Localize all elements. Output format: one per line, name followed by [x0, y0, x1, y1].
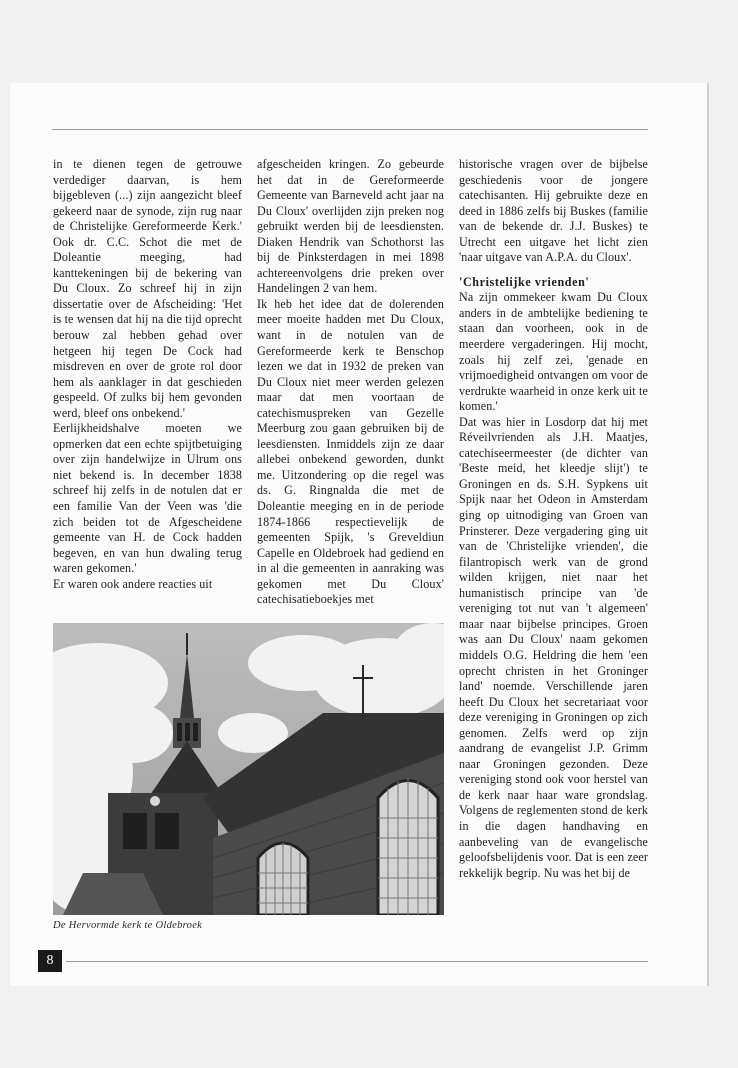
text-column-2: [257, 157, 444, 608]
paragraph: historische vragen over de bijbelse geschiedenis voor de jongere catechisanten. Hij gebruikte deze en deed in 1886 zelfs bij Buskes (familie van de bekende dr. J.J. Buskes) te Utrecht een uitgave het licht zien 'naar uitgave van A.P.A. du Cloux'.: [459, 157, 648, 265]
bottom-rule: [66, 961, 648, 962]
section-heading: 'Christelijke vrienden': [459, 274, 590, 289]
page-edge: [707, 83, 709, 986]
paragraph: Er waren ook andere reacties uit: [53, 576, 213, 591]
paragraph: Eerlijkheidshalve moeten we opmerken dat een echte spijtbetuiging over zijn handelwijze in Ulrum ons niet bekend is. In december 1838 schreef hij zelfs in de notulen dat er een familie Van der Veen was 'die zich beiden tot de Afgescheidene gemeente van H. de Cock hadden begeven, en van hun dwaling terug waren gekomen.': [53, 421, 242, 576]
top-rule: [52, 129, 648, 130]
text-column-3: [459, 157, 648, 881]
paragraph: Ik heb het idee dat de dolerenden meer moeite hadden met Du Cloux, want in de notulen van de Gereformeerde kerk te Benschop lezen we dat in 1932 de preken van Du Cloux niet meer werden gelezen maar dat men voortaan de catechismuspreken van Gezelle Meerburg zou gaan gebruiken bij de leesdiensten. Inmiddels zijn ze daar allebei onbekend geworden, dunkt me. Uitzondering op die regel was ds. G. Ringnalda die met de Doleantie meeging en in de periode 1874-1866 respectievelijk de gemeenten Spijk, 's Greveldiun Capelle en Oldebroek had gediend en in al die gemeenten in aanraking was gekomen met Du Cloux' catechisatieboekjes met: [257, 296, 444, 607]
photo-caption: De Hervormde kerk te Oldebroek: [53, 920, 203, 931]
page-number: 8: [38, 950, 62, 972]
paragraph: Na zijn ommekeer kwam Du Cloux anders in de ambtelijke bediening te staan dan voorheen, ook in de meerdere vergaderingen. Hij mocht, zoals hij zelf zei, 'genade en vrijmoedigheid ontvangen om voor de verdrukte waarheid in onze kerk uit te komen.': [459, 290, 648, 414]
paragraph: in te dienen tegen de getrouwe verdediger daarvan, is hem bijgebleven (...) zijn aangezicht bleef gekeerd naar de synode, zijn rug naar de Christelijke Gereformeerde Kerk.' Ook dr. C.C. Schot die met de Doleantie meeging, had kanttekeningen bij de bekering van Du Cloux. Zo schreef hij in zijn dissertatie over de Afscheiding: 'Het is te wensen dat hij na die tijd oprecht berouw zal hebben gehad over hetgeen hij tegen De Cock had misdreven en over de grote rol door hem als aanklager in dat geschieden gespeeld. Of zulks bij hem gevonden werd, bleef ons onbekend.': [53, 157, 242, 420]
text-column-1: [53, 157, 242, 592]
paragraph: afgescheiden kringen. Zo gebeurde het dat in de Gereformeerde Gemeente van Barneveld acht jaar na Du Cloux' overlijden zijn preken nog gebruikt werden bij de leesdiensten. Diaken Hendrik van Schothorst las bij de Pinksterdagen in mei 1898 achtereenvolgens drie preken over Handelingen 2 van hem.: [257, 157, 444, 296]
church-photo: [53, 623, 444, 915]
paragraph: Dat was hier in Losdorp dat hij met Réveilvrienden als J.H. Maatjes, catechiseermeester (de dichter van 'Beste meid, het kleedje slijt') te Groningen en ds. S.H. Sypkens uit Spijk naar het Odeon in Amsterdam ging op uitnodiging van Groen van Prinsterer. Deze vergadering ging uit van de 'Christelijke vrienden', die filantropisch werk van de grond wilden krijgen, niet naar het humanistisch principe van 'de vereniging tot nut van 't algemeen' maar naar bijbelse principes. Groen was aan Du Cloux' naam gekomen middels O.G. Heldring die hem 'een oprecht christen in het Groninger land' noemde. Verschillende jaren heeft Du Cloux het secretariaat voor deze vereniging in Groningen op zich genomen. Zelfs werd op zijn aandrang de evangelist J.P. Grimm naar Groningen gezonden. Deze vereniging stond ook voor herstel van de kerk naar haar ware grondslag. Volgens de reglementen stond de kerk in die dagen handhaving en aanbeveling van de evangelische geloofsbelijdenis voor. Dat is een zeer rekkelijk begrip. Nu was het bij de: [459, 414, 648, 880]
